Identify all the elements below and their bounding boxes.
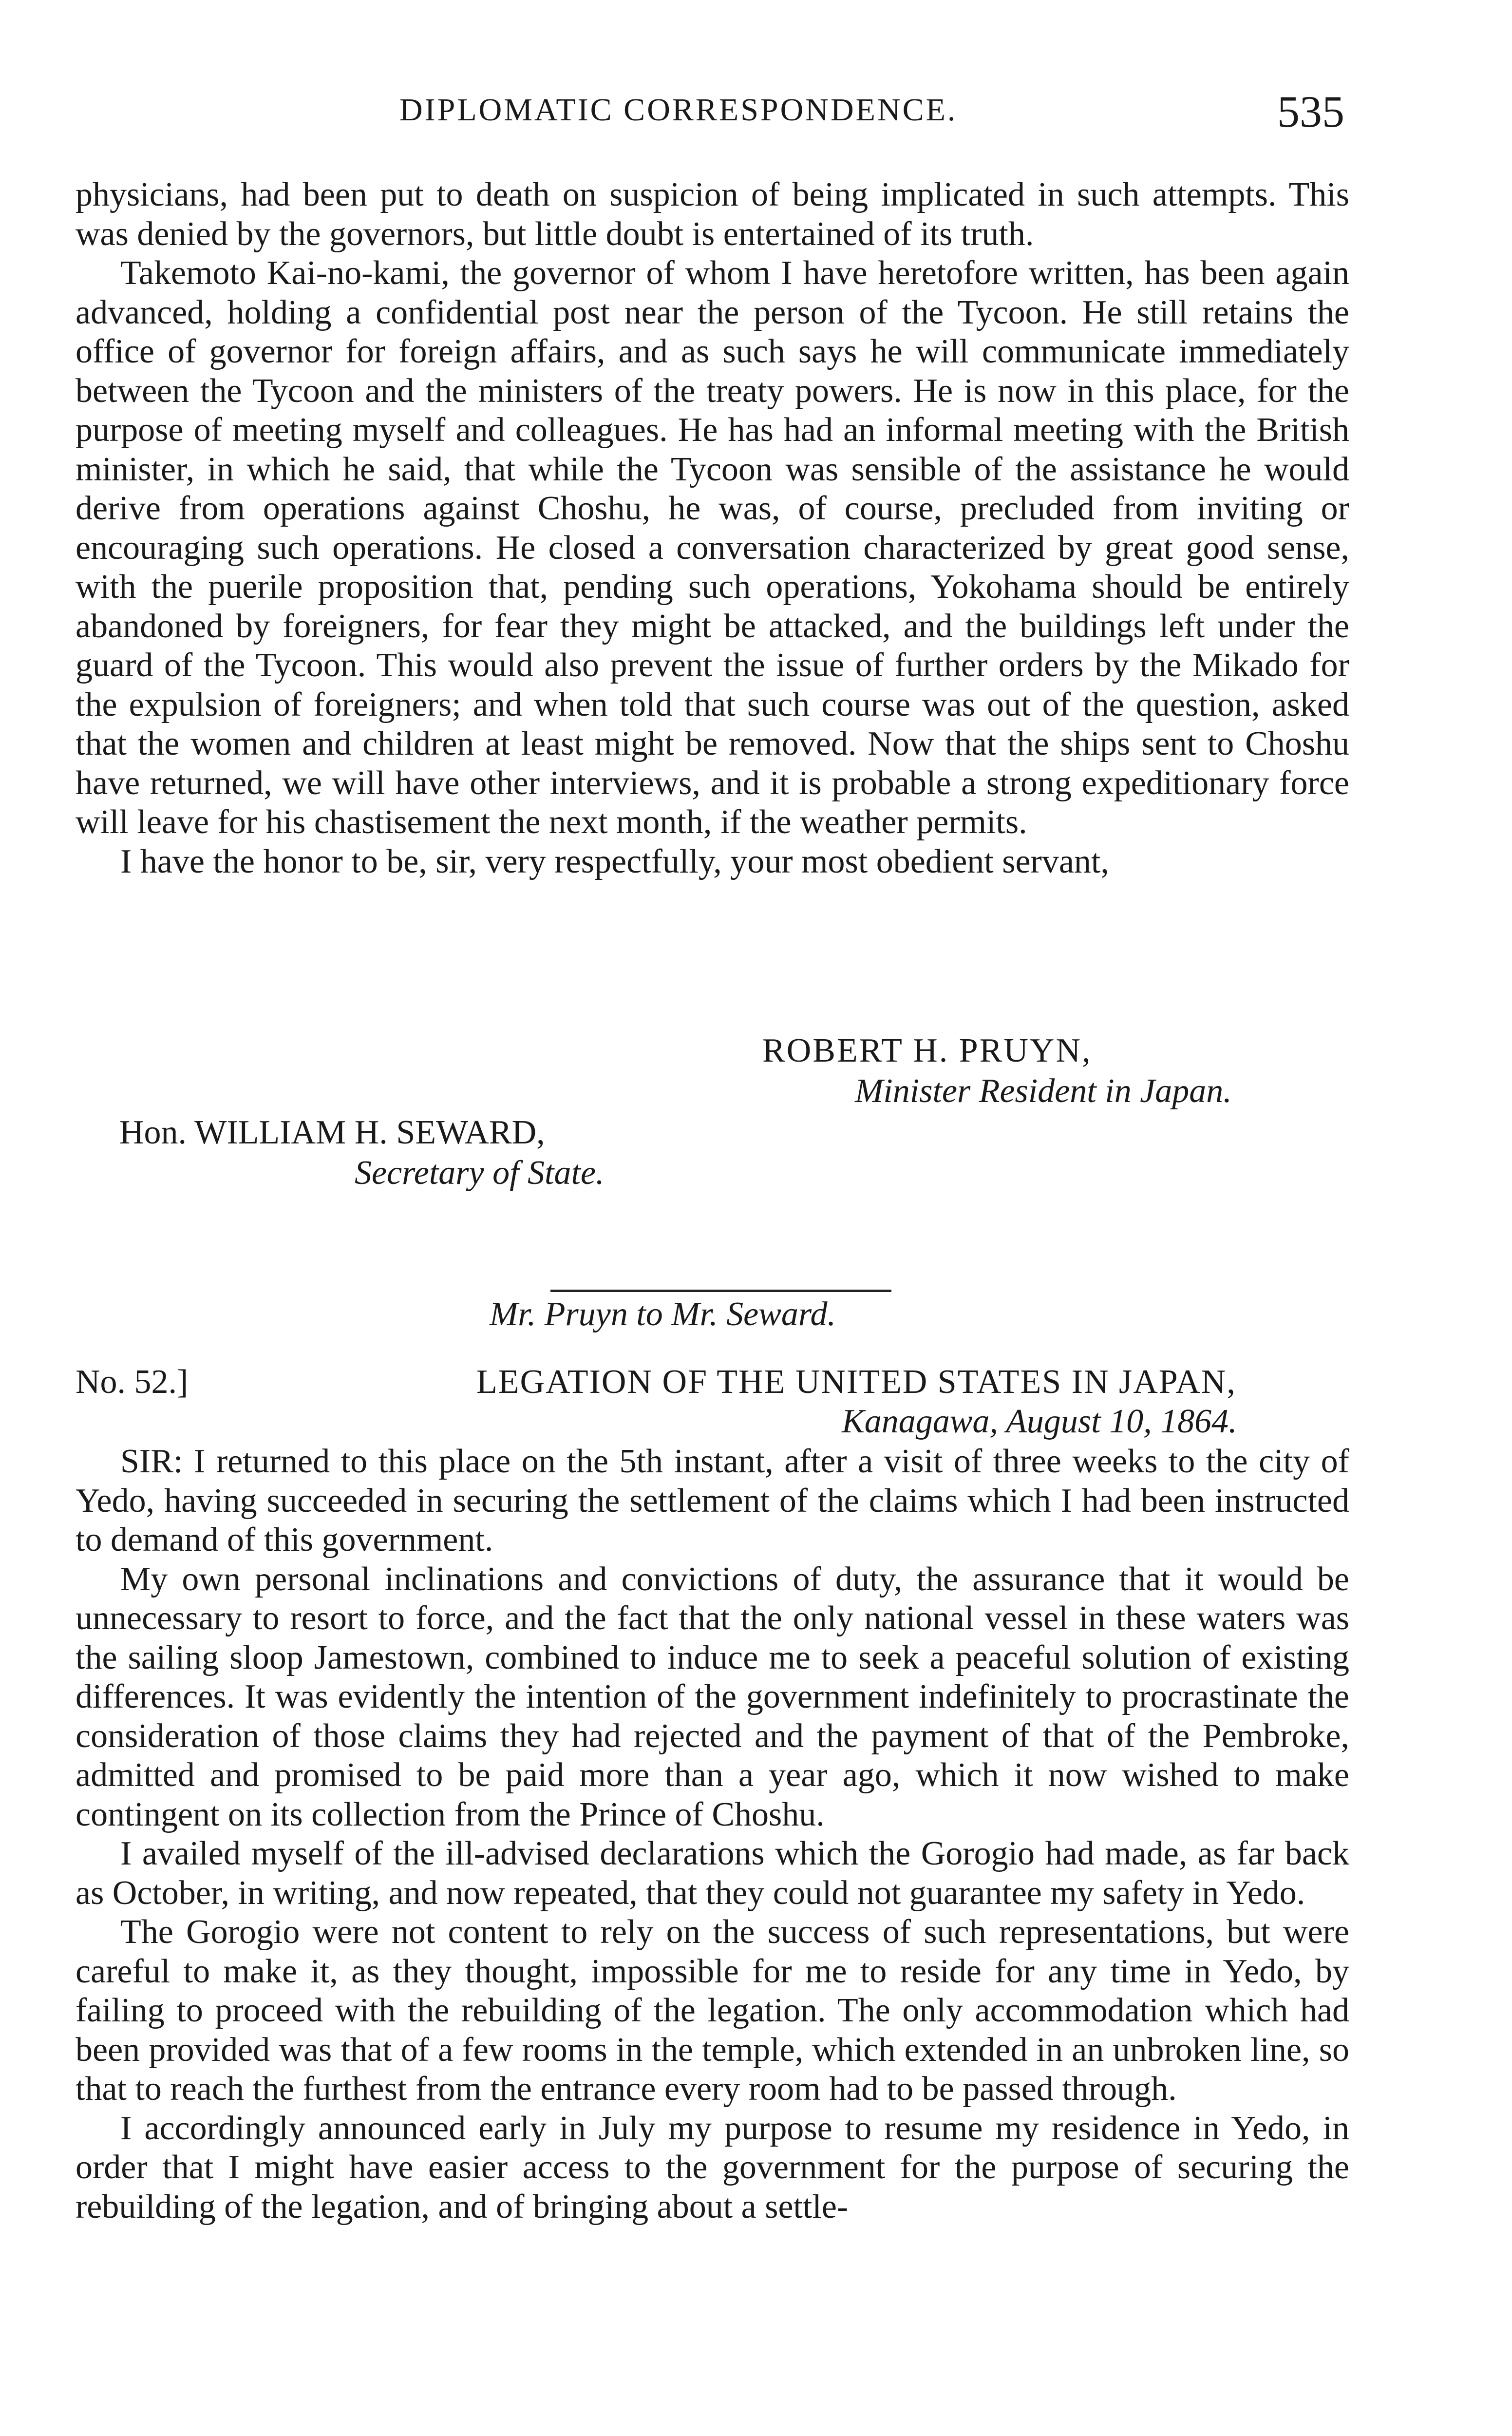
addressee-name: Hon. WILLIAM H. SEWARD, — [119, 1114, 545, 1151]
signature-title: Minister Resident in Japan. — [855, 1072, 1232, 1110]
letter2-paragraph-3: I availed myself of the ill-advised declarations which the Gorogio had made, as far back as October, in writing, and now repeated, that they could not guarantee my safety in Yedo. — [76, 1835, 1349, 1912]
page-number: 535 — [1277, 87, 1344, 136]
letter2-paragraph-1: SIR: I returned to this place on the 5th instant, after a visit of three weeks to the city of Yedo, having succeeded in securing the settlement of the claims which I had been instructed to demand of this government. — [76, 1443, 1349, 1559]
letter2-legation: LEGATION OF THE UNITED STATES IN JAPAN, — [476, 1363, 1236, 1401]
addressee-title: Secretary of State. — [355, 1154, 605, 1192]
letter2-paragraph-5: I accordingly announced early in July my purpose to resume my residence in Yedo, in order that I might have easier access to the government for the purpose of securing the rebuilding of the legation, and of bringing about a settle- — [76, 2109, 1349, 2226]
letter2-paragraph-4: The Gorogio were not content to rely on the success of such representations, but were careful to make it, as they thought, impossible for me to reside for any time in Yedo, by failing to proceed with the rebuilding of the legation. The only accommodation which had been provided was that of a few rooms in the temple, which extended in an unbroken line, so that to reach the furthest from the entrance every room had to be passed through. — [76, 1913, 1349, 2108]
letter2-number: No. 52.] — [76, 1363, 189, 1401]
section-divider — [550, 1290, 891, 1292]
letter1-body — [76, 175, 1349, 881]
letter1-paragraph-1: physicians, had been put to death on suspicion of being implicated in such attempts. This was denied by the governors, but little doubt is entertained of its truth. — [76, 176, 1349, 253]
signature-name: ROBERT H. PRUYN, — [762, 1032, 1092, 1069]
letter2-heading: Mr. Pruyn to Mr. Seward. — [490, 1295, 836, 1333]
letter2-body — [76, 1442, 1349, 2227]
letter1-closing: I have the honor to be, sir, very respectfully, your most obedient servant, — [120, 842, 1109, 880]
letter2-dateline: Kanagawa, August 10, 1864. — [842, 1403, 1237, 1440]
letter1-paragraph-2: Takemoto Kai-no-kami, the governor of whom I have heretofore written, has been again advanced, holding a confidential post near the person of the Tycoon. He still retains the office of governor for foreign affairs, and as such says he will communicate immediately between the Tycoon and the ministers of the treaty powers. He is now in this place, for the purpose of meeting myself and colleagues. He has had an informal meeting with the British minister, in which he said, that while the Tycoon was sensible of the assistance he would derive from operations against Choshu, he was, of course, precluded from inviting or encouraging such operations. He closed a conversation characterized by great good sense, with the puerile proposition that, pending such operations, Yokohama should be entirely abandoned by foreigners, for fear they might be attacked, and the buildings left under the guard of the Tycoon. This would also prevent the issue of further orders by the Mikado for the expulsion of foreigners; and when told that such course was out of the question, asked that the women and children at least might be removed. Now that the ships sent to Choshu have returned, we will have other interviews, and it is probable a strong expeditionary force will leave for his chastisement the next month, if the weather permits. — [76, 254, 1349, 841]
letter2-paragraph-2: My own personal inclinations and convictions of duty, the assurance that it would be unnecessary to resort to force, and the fact that the only national vessel in these waters was the sailing sloop Jamestown, combined to induce me to seek a peaceful solution of existing differences. It was evidently the intention of the government indefinitely to procrastinate the consideration of those claims they had rejected and the payment of that of the Pembroke, admitted and promised to be paid more than a year ago, which it now wished to make contingent on its collection from the Prince of Choshu. — [76, 1560, 1349, 1833]
running-title: DIPLOMATIC CORRESPONDENCE. — [399, 92, 958, 128]
